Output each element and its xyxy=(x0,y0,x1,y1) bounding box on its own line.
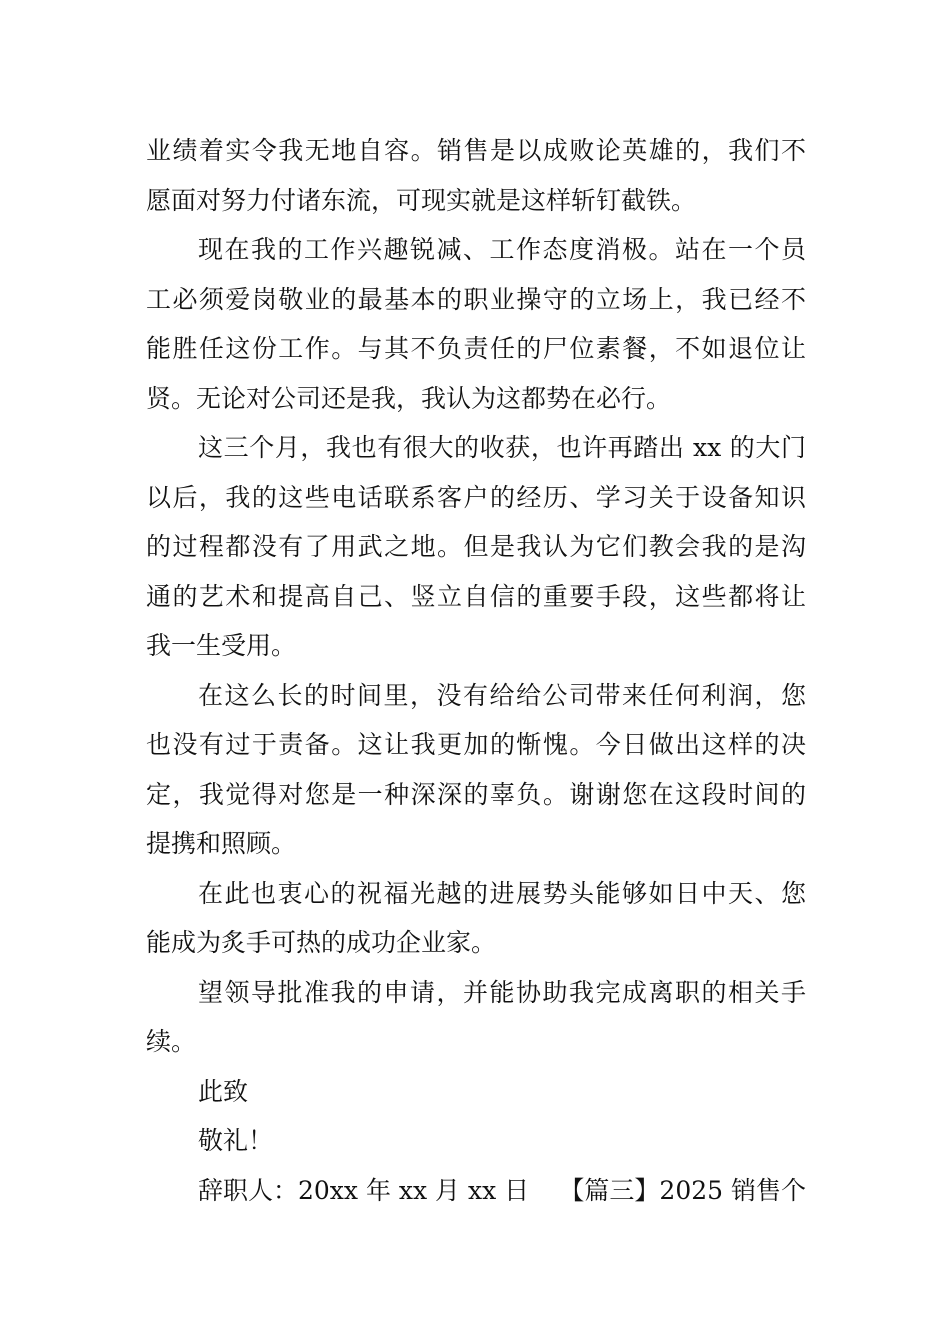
text-line: 这三个月，我也有很大的收获，也许再踏出 xx 的大门 xyxy=(198,433,806,462)
paragraph xyxy=(146,126,806,225)
text-line: 续。 xyxy=(146,1027,197,1056)
text-line: 业绩着实令我无地自容。销售是以成败论英雄的，我们不 xyxy=(146,136,806,165)
text-line: 工必须爱岗敬业的最基本的职业操守的立场上，我已经不 xyxy=(146,284,806,314)
paragraph xyxy=(146,671,806,869)
signature-line xyxy=(146,1166,806,1216)
text-line: 的过程都没有了用武之地。但是我认为它们教会我的是沟 xyxy=(146,532,806,561)
paragraph xyxy=(146,869,806,968)
text-line: 通的艺术和提高自己、竖立自信的重要手段，这些都将让 xyxy=(146,581,806,611)
paragraph xyxy=(146,968,806,1067)
text-line: 贤。无论对公司还是我，我认为这都势在必行。 xyxy=(146,383,672,413)
paragraph xyxy=(146,423,806,671)
signature-resigner: 辞职人：20xx 年 xx 月 xx 日 xyxy=(198,1175,530,1205)
text-line: 我一生受用。 xyxy=(146,631,297,660)
closing-salutation: 此致 xyxy=(198,1076,249,1106)
text-line: 望领导批准我的申请，并能协助我完成离职的相关手 xyxy=(198,977,806,1007)
text-line: 也没有过于责备。这让我更加的惭愧。今日做出这样的决 xyxy=(146,730,806,759)
letter-body xyxy=(146,126,806,1215)
text-line: 在此也衷心的祝福光越的进展势头能够如日中天、您 xyxy=(198,878,806,908)
text-line: 定，我觉得对您是一种深深的辜负。谢谢您在这段时间的 xyxy=(146,779,806,809)
text-line: 以后，我的这些电话联系客户的经历、学习关于设备知识 xyxy=(146,482,806,512)
text-line: 现在我的工作兴趣锐减、工作态度消极。站在一个员 xyxy=(198,235,806,264)
text-line: 提携和照顾。 xyxy=(146,829,297,858)
next-section-heading: 【篇三】2025 销售个 xyxy=(559,1175,806,1205)
paragraph xyxy=(146,225,806,423)
text-line: 能成为炙手可热的成功企业家。 xyxy=(146,928,497,957)
text-line: 在这么长的时间里，没有给给公司带来任何利润，您 xyxy=(198,680,806,710)
text-line: 愿面对努力付诸东流，可现实就是这样斩钉截铁。 xyxy=(146,185,697,215)
text-line: 能胜任这份工作。与其不负责任的尸位素餐，不如退位让 xyxy=(146,334,806,363)
closing-respect: 敬礼！ xyxy=(198,1126,274,1155)
